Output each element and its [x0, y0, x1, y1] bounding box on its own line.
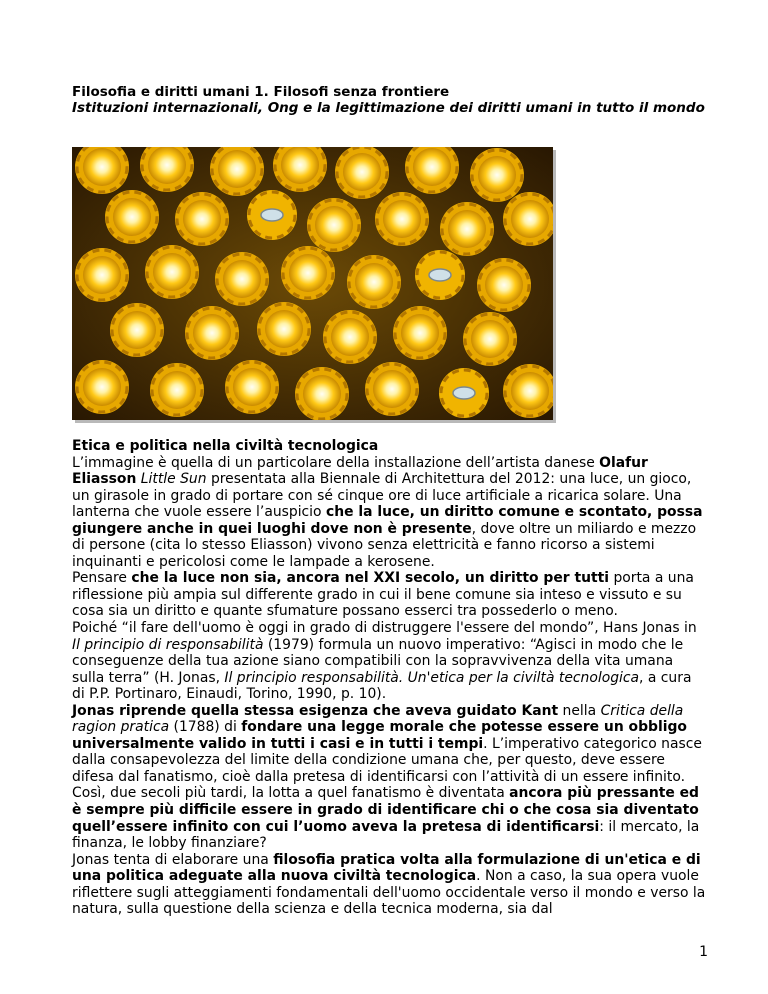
p2-text: Pensare [72, 570, 132, 587]
paragraph-3 [72, 620, 708, 703]
p4-text-4: : il mercato, la finanza, le lobby finanziare? [72, 818, 700, 852]
paragraph-4 [72, 703, 708, 852]
p2-text-2: porta a una riflessione più ampia sul differente grado in cui il bene comune sia inteso e vissuto e su cosa sia un diritto e quante sfumature possano esserci tra possederlo o meno. [72, 570, 694, 620]
p4-emphasis-3: ancora più pressante ed è sempre più difficile essere in grado di identificare chi o che cosa sia diventato quell’essere infinito con cui l’uomo aveva la pretesa di identificarsi [72, 785, 699, 835]
p1-work: Little Sun [140, 471, 207, 488]
p1-text-3: , dove oltre un miliardo e mezzo di persone (cita lo stesso Eliasson) vivono senza elettricità e fanno ricorso a sistemi inquinanti e pericolosi come le lampade a kerosene. [72, 520, 697, 570]
document-title: Filosofia e diritti umani 1. Filosofi senza frontiere [72, 84, 450, 100]
paragraph-5 [72, 852, 708, 918]
p4-text-3: . L’imperativo categorico nasce dalla consapevolezza del limite della condizione umana che, per questo, deve essere difesa dal fanatismo, cioè dalla pretesa di identificarsi con l’attività di un essere infinito. Così, due secoli più tardi, la lotta a quel fanatismo è diventata [72, 735, 702, 802]
p1-text: L’immagine è quella di un particolare della installazione dell’artista danese [72, 454, 600, 471]
document-subtitle: Istituzioni internazionali, Ong e la legittimazione dei diritti umani in tutto il mondo [72, 100, 705, 116]
little-sun-photo [72, 147, 553, 420]
p4-emphasis: Jonas riprende quella stessa esigenza che aveva guidato Kant [72, 702, 559, 719]
p3-citation-title: Il principio responsabilità. Un'etica per la civiltà tecnologica [224, 669, 640, 686]
p1-text-2: presentata alla Biennale di Architettura del 2012: una luce, un gioco, un girasole in grado di portare con sé cinque ore di luce artificiale a ricarica solare. Una lanterna che vuole essere l’auspicio [72, 471, 692, 521]
p4-book-title: Critica della ragion pratica [72, 702, 684, 736]
section-heading: Etica e politica nella civiltà tecnologica [72, 438, 379, 454]
paragraph-1 [72, 455, 708, 571]
p5-text: Jonas tenta di elaborare una [72, 851, 274, 868]
p1-emphasis: che la luce, un diritto comune e scontato, possa giungere anche in quei luoghi dove non è presente [72, 504, 703, 537]
page-number: 1 [699, 944, 708, 960]
p3-text-2: (1979) formula un nuovo imperativo: “Agisci in modo che le conseguenze della tua azione siano compatibili con la sopravvivenza della vita umana sulla terra” (H. Jonas, [72, 636, 684, 686]
p4-emphasis-2: fondare una legge morale che potesse essere un obbligo universalmente valido in tutti i casi e in tutti i tempi [72, 719, 687, 752]
p5-emphasis: filosofia pratica volta alla formulazione di un'etica e di una politica adeguate alla nuova civiltà tecnologica [72, 851, 701, 885]
document-header [72, 84, 712, 116]
p2-emphasis: che la luce non sia, ancora nel XXI secolo, un diritto per tutti [131, 570, 610, 587]
p3-text: Poiché “il fare dell'uomo è oggi in grado di distruggere l'essere del mondo”, Hans Jonas in [72, 620, 697, 637]
p4-text-2: (1788) di [169, 719, 242, 736]
p3-text-3: , a cura di P.P. Portinaro, Einaudi, Torino, 1990, p. 10). [72, 669, 692, 703]
p4-text: nella [558, 702, 601, 719]
p3-book-title: Il principio di responsabilità [72, 636, 264, 653]
article-body [72, 438, 708, 918]
p1-artist: Olafur Eliasson [72, 454, 648, 488]
paragraph-2 [72, 570, 708, 620]
p5-text-2: . Non a caso, la sua opera vuole riflettere sugli atteggiamenti fondamentali dell'uomo occidentale verso il mondo e verso la natura, sulla questione della scienza e della tecnica moderna, sia dal [72, 868, 706, 918]
